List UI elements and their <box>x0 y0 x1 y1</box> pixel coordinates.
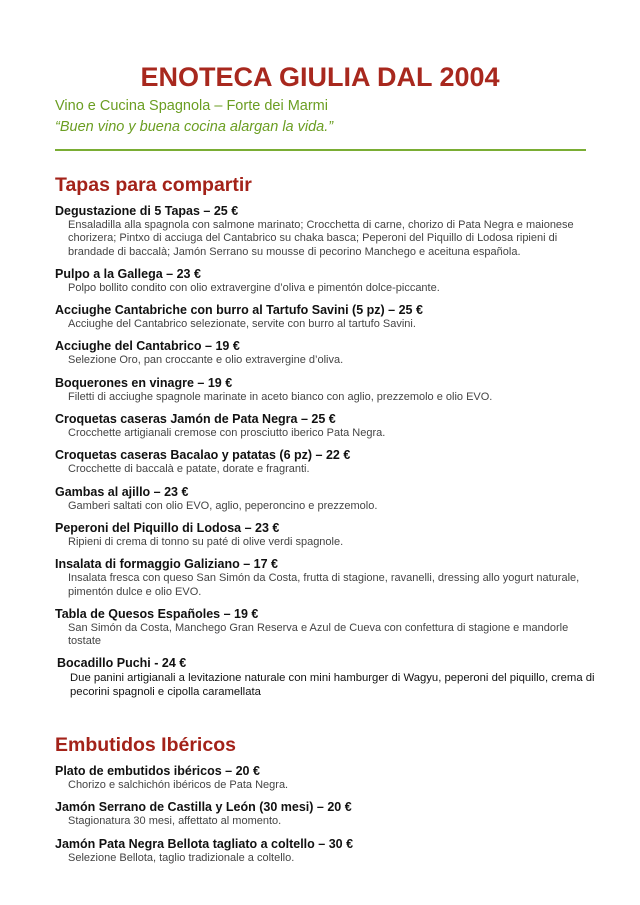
menu-item-title: Acciughe del Cantabrico – 19 € <box>55 339 240 354</box>
menu-items <box>55 764 595 865</box>
menu-item-title: Acciughe Cantabriche con burro al Tartufo Savini (5 pz) – 25 € <box>55 303 423 318</box>
section-heading: Embutidos Ibéricos <box>55 734 236 756</box>
menu-item-description: Crocchette di baccalà e patate, dorate e fragranti. <box>68 463 310 476</box>
menu-item <box>55 485 595 513</box>
menu-item <box>55 800 595 828</box>
menu-item-title: Bocadillo Puchi - 24 € <box>57 656 187 671</box>
menu-item-description: Due panini artigianali a levitazione naturale con mini hamburger di Wagyu, peperoni del piquillo, crema di pecorini spagnoli e cipolla caramellata <box>70 672 595 699</box>
menu-item-description: Stagionatura 30 mesi, affettato al momento. <box>68 815 282 828</box>
section-embutidos <box>55 732 595 873</box>
menu-item-title: Gambas al ajillo – 23 € <box>55 484 189 499</box>
restaurant-subtitle: Vino e Cucina Spagnola – Forte dei Marmi <box>55 98 328 114</box>
menu-item-title: Jamón Pata Negra Bellota tagliato a coltello – 30 € <box>55 836 354 851</box>
menu-item-title: Degustazione di 5 Tapas – 25 € <box>55 204 239 218</box>
menu-item <box>55 376 595 404</box>
menu-item-title: Tabla de Quesos Españoles – 19 € <box>55 606 259 621</box>
menu-item-description: Acciughe del Cantabrico selezionate, servite con burro al tartufo Savini. <box>68 318 416 331</box>
menu-item <box>55 267 595 295</box>
menu-items <box>55 204 595 699</box>
menu-item <box>55 557 595 599</box>
menu-item <box>55 339 595 367</box>
menu-item <box>55 303 595 331</box>
menu-item-description: Ripieni di crema di tonno su paté di olive verdi spagnole. <box>68 535 344 548</box>
menu-item-description: Selezione Oro, pan croccante e olio extravergine d’oliva. <box>68 354 344 367</box>
menu-item <box>55 656 595 699</box>
menu-item <box>55 448 595 476</box>
menu-item-title: Croquetas caseras Bacalao y patatas (6 pz) – 22 € <box>55 448 351 463</box>
menu-item-description: Selezione Bellota, taglio tradizionale a coltello. <box>68 851 295 864</box>
menu-item-description: Polpo bollito condito con olio extravergine d’oliva e pimentón dolce-piccante. <box>68 281 440 294</box>
menu-item-description: Insalata fresca con queso San Simón da Costa, frutta di stagione, ravanelli, dressing allo yogurt naturale, pimentón dulce e olio EVO. <box>68 572 580 598</box>
menu-item-title: Peperoni del Piquillo di Lodosa – 23 € <box>55 520 280 535</box>
menu-item-description: Chorizo e salchichón ibéricos de Pata Negra. <box>68 779 289 791</box>
menu-item-title: Jamón Serrano de Castilla y León (30 mesi) – 20 € <box>55 800 352 815</box>
menu-item-title: Boquerones en vinagre – 19 € <box>55 375 233 390</box>
menu-item-title: Croquetas caseras Jamón de Pata Negra – 25 € <box>55 412 336 427</box>
menu-item <box>55 521 595 549</box>
menu-item-description: Filetti di acciughe spagnole marinate in aceto bianco con aglio, prezzemolo e olio EVO. <box>68 390 493 403</box>
menu-item-title: Pulpo a la Gallega – 23 € <box>55 266 201 281</box>
section-tapas <box>55 172 595 707</box>
header-divider <box>55 149 586 151</box>
menu-item <box>55 607 595 649</box>
menu-item-description: Gamberi saltati con olio EVO, aglio, peperoncino e prezzemolo. <box>68 499 378 512</box>
restaurant-motto: “Buen vino y buena cocina alargan la vida.” <box>55 119 334 135</box>
menu-item <box>55 764 595 792</box>
menu-item-title: Plato de embutidos ibéricos – 20 € <box>55 764 260 778</box>
restaurant-title: ENOTECA GIULIA DAL 2004 <box>140 62 500 92</box>
section-heading: Tapas para compartir <box>55 174 252 196</box>
menu-item-description: Crocchette artigianali cremose con prosciutto iberico Pata Negra. <box>68 427 386 440</box>
menu-item <box>55 412 595 440</box>
menu-item-title: Insalata di formaggio Galiziano – 17 € <box>55 557 278 572</box>
menu-item-description: Ensaladilla alla spagnola con salmone marinato; Crocchetta di carne, chorizo di Pata Negra e maionese chorizera; Pintxo di acciuga del Cantabrico su chaka basca; Peperoni del Piquillo di Lodosa ripieni di brandade di baccalà; Jamón Serrano su mousse di pecorino Manchego e aceituna española. <box>68 219 574 258</box>
menu-item <box>55 204 595 259</box>
menu-item <box>55 837 595 865</box>
menu-item-description: San Simón da Costa, Manchego Gran Reserva e Azul de Cueva con confettura di stagione e mandorle tostate <box>68 621 569 648</box>
